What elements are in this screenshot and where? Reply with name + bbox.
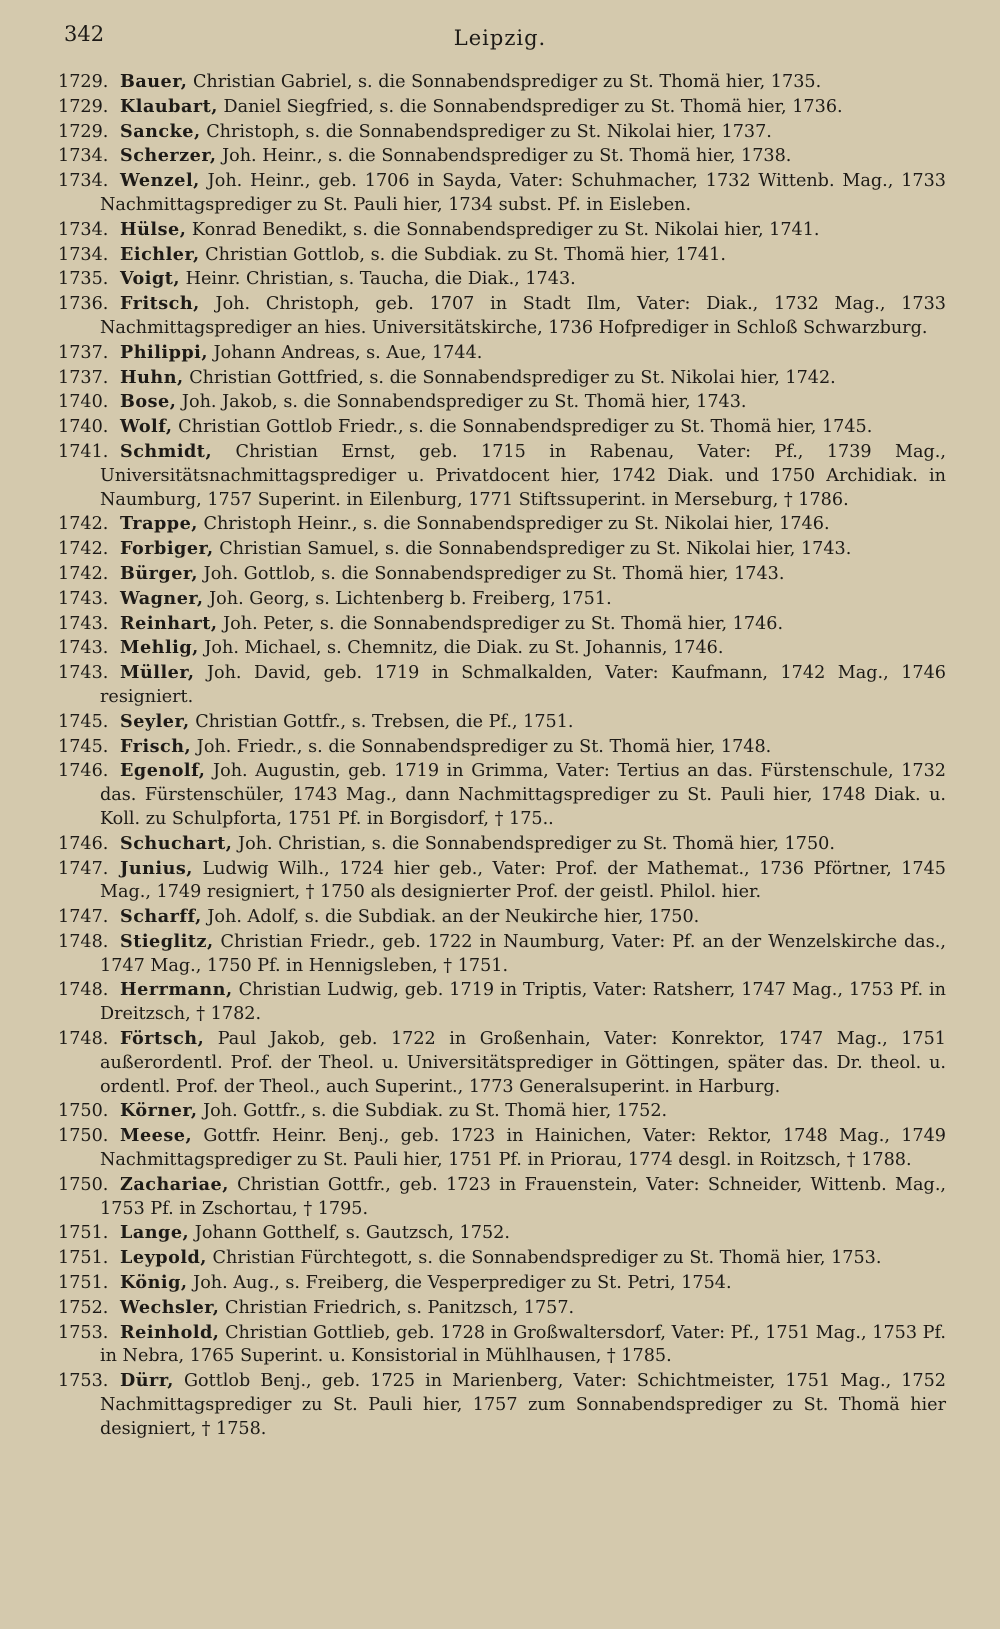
entry-year: 1746.	[58, 833, 109, 854]
entry-text: Johann Gotthelf, s. Gautzsch, 1752.	[189, 1223, 510, 1244]
entry	[58, 1321, 946, 1370]
entry-year: 1742.	[58, 539, 109, 560]
entry-year: 1743.	[58, 613, 109, 634]
entry-name: Meese,	[120, 1125, 193, 1147]
entry-text: Joh. David, geb. 1719 in Schmalkalden, Vater: Kaufmann, 1742 Mag., 1746 resigniert.	[100, 663, 946, 707]
entry	[58, 978, 946, 1027]
entry-name: Förtsch,	[120, 1028, 205, 1050]
entry-year: 1750.	[58, 1174, 109, 1195]
entry-name: Körner,	[120, 1100, 198, 1122]
entry-year: 1751.	[58, 1273, 109, 1294]
entry-year: 1737.	[58, 367, 109, 388]
entry-text: Gottfr. Heinr. Benj., geb. 1723 in Hainichen, Vater: Rektor, 1748 Mag., 1749 Nachmittagsprediger zu St. Pauli hier, 1751 Pf. in Priorau, 1774 desgl. in Roitzsch, † 1788.	[100, 1126, 946, 1171]
entry-year: 1753.	[58, 1322, 109, 1343]
entry-year: 1740.	[58, 392, 109, 413]
entry	[58, 1173, 946, 1222]
entry-year: 1729.	[58, 121, 109, 142]
entry	[58, 415, 946, 440]
entry-year: 1743.	[58, 663, 109, 684]
entry-year: 1751.	[58, 1248, 109, 1269]
entry-text: Konrad Benedikt, s. die Sonnabendsprediger zu St. Nikolai hier, 1741.	[186, 219, 820, 240]
entry-text: Joh. Heinr., geb. 1706 in Sayda, Vater: Schuhmacher, 1732 Wittenb. Mag., 1733 Nachmittagsprediger zu St. Pauli hier, 1734 subst. Pf. in Eisleben.	[100, 171, 946, 215]
entry	[58, 120, 946, 145]
entry	[58, 587, 946, 612]
entry-name: Stieglitz,	[120, 930, 214, 952]
entry-name: Wenzel,	[120, 170, 200, 192]
entry-text: Joh. Michael, s. Chemnitz, die Diak. zu St. Johannis, 1746.	[198, 638, 724, 659]
entry-text: Joh. Jakob, s. die Sonnabendsprediger zu St. Thomä hier, 1743.	[176, 392, 747, 413]
entry-text: Joh. Aug., s. Freiberg, die Vesperprediger zu St. Petri, 1754.	[187, 1273, 732, 1294]
entry-text: Heinr. Christian, s. Taucha, die Diak., 1743.	[180, 269, 576, 290]
entry-year: 1735.	[58, 269, 109, 290]
entry-name: Trappe,	[120, 513, 198, 535]
entry-year: 1743.	[58, 638, 109, 659]
entry	[58, 512, 946, 537]
entry-year: 1745.	[58, 711, 109, 732]
entry-name: Voigt,	[120, 268, 181, 290]
entry-text: Christian Ernst, geb. 1715 in Rabenau, Vater: Pf., 1739 Mag., Universitätsnachmittagsprediger u. Privatdocent hier, 1742 Diak. und 1750 Archidiak. in Naumburg, 1757 Superint. in Eilenburg, 1771 Stiftssuperint. in Merseburg, † 1786.	[100, 441, 946, 510]
entry-name: Scherzer,	[120, 145, 217, 167]
entry-text: Joh. Georg, s. Lichtenberg b. Freiberg, 1751.	[203, 588, 612, 609]
entry-text: Joh. Gottfr., s. die Subdiak. zu St. Thomä hier, 1752.	[197, 1101, 668, 1122]
entry	[58, 440, 946, 512]
entry-year: 1747.	[58, 858, 109, 879]
entry-name: Junius,	[120, 857, 193, 879]
entry-year: 1742.	[58, 514, 109, 535]
entry-name: Dürr,	[120, 1370, 174, 1392]
entry	[58, 1246, 946, 1271]
entry-text: Christoph, s. die Sonnabendsprediger zu St. Nikolai hier, 1737.	[200, 121, 772, 142]
entry-name: Sancke,	[120, 120, 201, 142]
entry-year: 1734.	[58, 219, 109, 240]
entry	[58, 144, 946, 169]
entry-year: 1750.	[58, 1101, 109, 1122]
entry	[58, 243, 946, 268]
entry-text: Joh. Heinr., s. die Sonnabendsprediger zu St. Thomä hier, 1738.	[216, 146, 792, 167]
entry	[58, 169, 946, 218]
entry	[58, 661, 946, 710]
entry-year: 1734.	[58, 244, 109, 265]
entry-year: 1743.	[58, 588, 109, 609]
entry-name: Frisch,	[120, 735, 192, 757]
entry-text: Christian Gottfr., geb. 1723 in Frauenstein, Vater: Schneider, Wittenb. Mag., 1753 Pf. in Zschortau, † 1795.	[100, 1174, 946, 1219]
entry	[58, 735, 946, 760]
entry-text: Joh. Friedr., s. die Sonnabendsprediger zu St. Thomä hier, 1748.	[191, 736, 772, 757]
entry-name: Reinhold,	[120, 1321, 220, 1343]
entry	[58, 832, 946, 857]
entry	[58, 366, 946, 391]
entry	[58, 930, 946, 979]
entry-text: Joh. Gottlob, s. die Sonnabendsprediger zu St. Thomä hier, 1743.	[198, 563, 785, 584]
entry-name: Klaubart,	[120, 95, 218, 117]
entry-year: 1746.	[58, 761, 109, 782]
entry	[58, 905, 946, 930]
entry	[58, 636, 946, 661]
entry-text: Christian Gottlob Friedr., s. die Sonnabendsprediger zu St. Thomä hier, 1745.	[172, 417, 873, 438]
entry-year: 1751.	[58, 1223, 109, 1244]
entry	[58, 562, 946, 587]
entry	[58, 1271, 946, 1296]
entry-text: Joh. Christoph, geb. 1707 in Stadt Ilm, Vater: Diak., 1732 Mag., 1733 Nachmittagsprediger an hies. Universitätskirche, 1736 Hofprediger in Schloß Schwarzburg.	[100, 294, 946, 338]
entry-year: 1737.	[58, 342, 109, 363]
entry-name: Schmidt,	[120, 440, 213, 462]
entry	[58, 70, 946, 95]
entry	[58, 612, 946, 637]
entry-year: 1734.	[58, 146, 109, 167]
entry	[58, 292, 946, 341]
entry-name: Leypold,	[120, 1247, 207, 1269]
entry	[58, 390, 946, 415]
entry-name: Huhn,	[120, 366, 184, 388]
entry-name: Zachariae,	[120, 1173, 229, 1195]
entry-text: Christian Gottfried, s. die Sonnabendsprediger zu St. Nikolai hier, 1742.	[183, 367, 836, 388]
entry	[58, 1296, 946, 1321]
entry-year: 1748.	[58, 931, 109, 952]
page-header	[0, 22, 1000, 62]
entry-text: Christian Gottlieb, geb. 1728 in Großwaltersdorf, Vater: Pf., 1751 Mag., 1753 Pf. in Nebra, 1765 Superint. u. Konsistorial in Mühlhausen, † 1785.	[100, 1322, 946, 1367]
entry-text: Joh. Peter, s. die Sonnabendsprediger zu St. Thomä hier, 1746.	[217, 613, 784, 634]
entry	[58, 95, 946, 120]
entry	[58, 857, 946, 906]
entry-name: Herrmann,	[120, 979, 233, 1001]
entry-year: 1748.	[58, 980, 109, 1001]
entry	[58, 1124, 946, 1173]
entry-name: Wechsler,	[120, 1296, 220, 1318]
entry-text: Paul Jakob, geb. 1722 in Großenhain, Vater: Konrektor, 1747 Mag., 1751 außerordentl. Prof. der Theol. u. Universitätsprediger in Göttingen, später das. Dr. theol. u. ordentl. Prof. der Theol., auch Superint., 1773 Generalsuperint. in Harburg.	[100, 1029, 946, 1097]
entry-text: Christian Friedrich, s. Panitzsch, 1757.	[219, 1297, 575, 1318]
entry	[58, 710, 946, 735]
entry-year: 1745.	[58, 736, 109, 757]
entry-year: 1741.	[58, 441, 109, 462]
entry-name: Seyler,	[120, 710, 190, 732]
entry	[58, 267, 946, 292]
entry	[58, 341, 946, 366]
entry-year: 1750.	[58, 1126, 109, 1147]
entry-name: Wolf,	[120, 416, 173, 438]
entry-name: Wagner,	[120, 587, 204, 609]
running-title: Leipzig.	[453, 26, 547, 50]
entry	[58, 1099, 946, 1124]
entry-name: Fritsch,	[120, 293, 200, 315]
entry-year: 1740.	[58, 417, 109, 438]
entry-name: Bose,	[120, 391, 177, 413]
entry-text: Christian Ludwig, geb. 1719 in Triptis, Vater: Ratsherr, 1747 Mag., 1753 Pf. in Dreitzsch, † 1782.	[100, 980, 946, 1025]
entry-text: Joh. Christian, s. die Sonnabendsprediger zu St. Thomä hier, 1750.	[232, 833, 835, 854]
entry-name: Philippi,	[120, 341, 208, 363]
entry-text: Daniel Siegfried, s. die Sonnabendsprediger zu St. Thomä hier, 1736.	[217, 96, 843, 117]
entry-name: Egenolf,	[120, 760, 206, 782]
entry-text: Johann Andreas, s. Aue, 1744.	[208, 342, 483, 363]
entry-name: Scharff,	[120, 906, 202, 928]
entry-text: Joh. Adolf, s. die Subdiak. an der Neukirche hier, 1750.	[201, 907, 700, 928]
entry-name: Bauer,	[120, 71, 188, 92]
entry-year: 1734.	[58, 171, 109, 192]
entry-name: Forbiger,	[120, 538, 214, 560]
entry-text: Christian Gabriel, s. die Sonnabendsprediger zu St. Thomä hier, 1735.	[187, 72, 822, 92]
entry-name: Schuchart,	[120, 832, 233, 854]
entry-year: 1747.	[58, 907, 109, 928]
entry-year: 1752.	[58, 1297, 109, 1318]
page-number: 342	[64, 22, 105, 46]
entry-text: Ludwig Wilh., 1724 hier geb., Vater: Prof. der Mathemat., 1736 Pförtner, 1745 Mag., 1749 resigniert, † 1750 als designierter Prof. der geistl. Philol. hier.	[100, 858, 946, 903]
entry-text: Christian Friedr., geb. 1722 in Naumburg, Vater: Pf. an der Wenzelskirche das., 1747 Mag., 1750 Pf. in Hennigsleben, † 1751.	[100, 931, 946, 976]
entry-text: Christoph Heinr., s. die Sonnabendsprediger zu St. Nikolai hier, 1746.	[197, 514, 830, 535]
entry	[58, 759, 946, 831]
entry	[58, 218, 946, 243]
entry-year: 1736.	[58, 294, 109, 315]
entry	[58, 1369, 946, 1441]
entry-year: 1729.	[58, 72, 109, 92]
entry-name: Lange,	[120, 1222, 190, 1244]
entry-name: Bürger,	[120, 562, 199, 584]
entry-name: Mehlig,	[120, 637, 199, 659]
entry-text: Joh. Augustin, geb. 1719 in Grimma, Vater: Tertius an das. Fürstenschule, 1732 das. Fürstenschüler, 1743 Mag., dann Nachmittagsprediger zu St. Pauli hier, 1748 Diak. u. Koll. zu Schulpforta, 1751 Pf. in Borgisdorf, † 175..	[100, 761, 946, 829]
entry-text: Gottlob Benj., geb. 1725 in Marienberg, Vater: Schichtmeister, 1751 Mag., 1752 Nachmittagsprediger zu St. Pauli hier, 1757 zum Sonnabendsprediger zu St. Thomä hier designiert, † 1758.	[100, 1371, 946, 1439]
entry-name: Eichler,	[120, 243, 200, 265]
entry-text: Christian Samuel, s. die Sonnabendsprediger zu St. Nikolai hier, 1743.	[213, 539, 852, 560]
entry	[58, 537, 946, 562]
entry-text: Christian Gottfr., s. Trebsen, die Pf., 1751.	[189, 711, 574, 732]
entry	[58, 1027, 946, 1099]
entry-year: 1742.	[58, 563, 109, 584]
entry-name: Müller,	[120, 662, 195, 684]
entry-text: Christian Fürchtegott, s. die Sonnabendsprediger zu St. Thomä hier, 1753.	[206, 1248, 882, 1269]
entry-name: Hülse,	[120, 218, 187, 240]
entry-list	[58, 70, 946, 1442]
entry-text: Christian Gottlob, s. die Subdiak. zu St. Thomä hier, 1741.	[199, 244, 726, 265]
entry-year: 1729.	[58, 96, 109, 117]
entry-year: 1748.	[58, 1029, 109, 1050]
entry-name: Reinhart,	[120, 612, 218, 634]
entry-year: 1753.	[58, 1371, 109, 1392]
entry	[58, 1221, 946, 1246]
entry-name: König,	[120, 1272, 188, 1294]
